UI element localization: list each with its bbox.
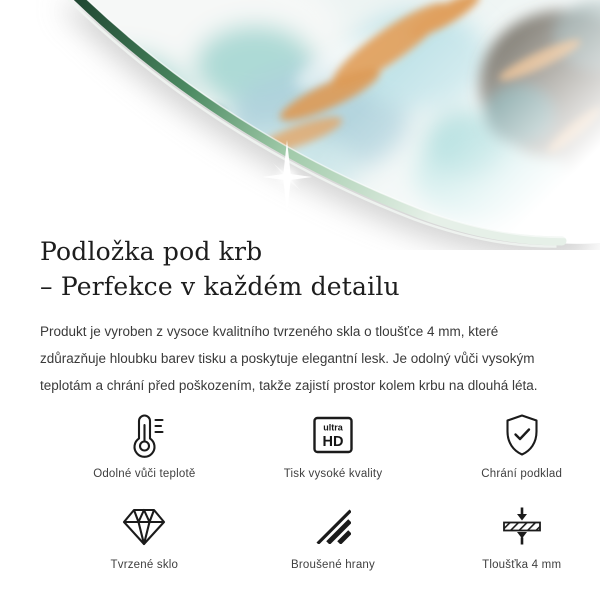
feature-protects-surface <box>427 411 600 480</box>
product-description: Produkt je vyroben z vysoce kvalitního tvrzeného skla o tloušťce 4 mm, které zdůrazňuje hloubku barev tisku a poskytuje elegantní lesk. Je odolný vůči vysokým teplotám a chrání před poškozením, takže zajistí prostor kolem krbu na dlouhá léta. <box>40 324 538 393</box>
thickness-icon <box>500 502 544 550</box>
feature-label: Chrání podklad <box>481 468 563 480</box>
feature-grid <box>50 411 600 571</box>
marble-artwork <box>0 0 600 250</box>
feature-label: Odolné vůči teplotě <box>93 468 196 480</box>
diamond-icon <box>121 502 167 550</box>
glass-pad-illustration <box>0 0 600 250</box>
feature-tempered-glass <box>50 502 239 571</box>
feature-polished-edges <box>239 502 428 571</box>
feature-thickness <box>427 502 600 571</box>
feature-label: Tloušťka 4 mm <box>482 559 562 571</box>
feature-label: Tisk vysoké kvality <box>283 468 383 480</box>
product-photo <box>0 0 600 250</box>
feature-heat-resistant <box>50 411 239 480</box>
svg-text:ultra: ultra <box>323 422 343 433</box>
thermometer-icon <box>122 411 166 459</box>
svg-text:HD: HD <box>322 434 344 450</box>
feature-label: Tvrzené sklo <box>110 559 179 571</box>
page-title-line1: Podložka pod krb <box>40 237 263 266</box>
beveled-edge-icon <box>313 502 353 550</box>
page-title-line2: – Perfekce v každém detailu <box>40 272 400 301</box>
feature-label: Broušené hrany <box>290 559 375 571</box>
feature-print-quality <box>239 411 428 480</box>
shield-check-icon <box>502 411 542 459</box>
product-info-section <box>0 234 600 571</box>
ultra-hd-icon <box>311 411 355 459</box>
